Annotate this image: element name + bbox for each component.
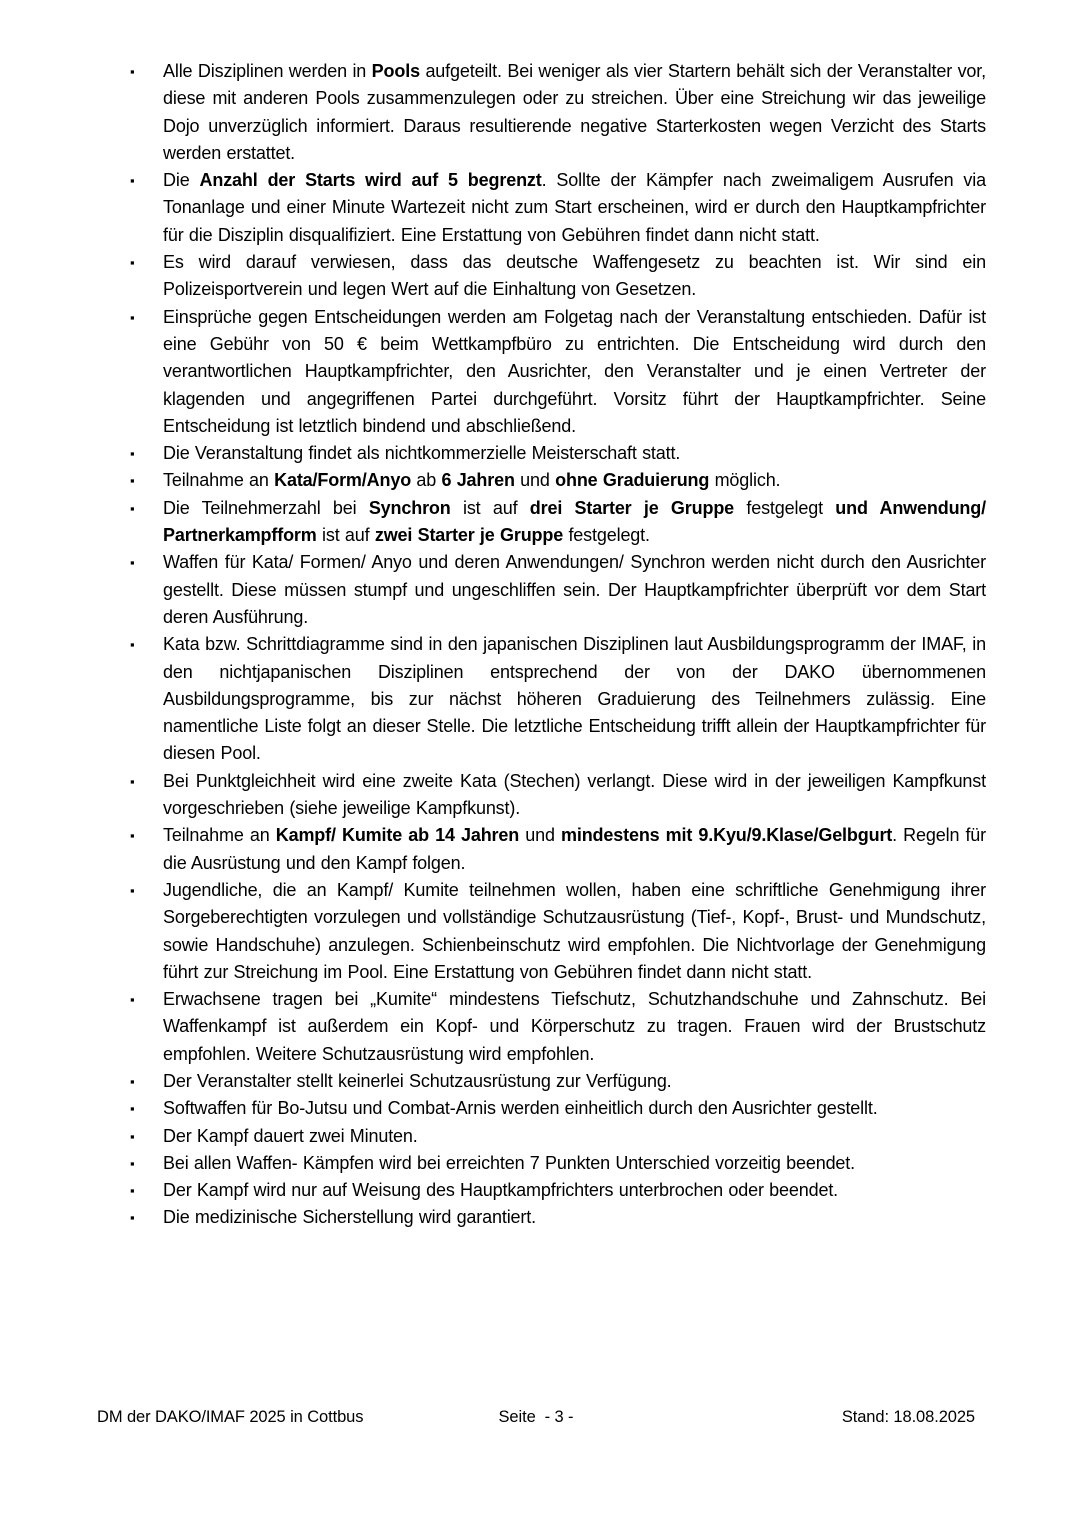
list-item [130, 877, 986, 986]
bullet-icon: ▪ [130, 1101, 135, 1117]
list-item-text: Der Kampf dauert zwei Minuten. [163, 1125, 418, 1146]
bullet-icon: ▪ [130, 828, 135, 844]
list-item [130, 549, 986, 631]
list-item-text: Die Teilnehmerzahl bei Synchron ist auf drei Starter je Gruppe festgelegt und Anwendung/ Partnerkampfform ist auf zwei Starter je Gruppe festgelegt. [163, 497, 986, 546]
list-item [130, 1068, 986, 1095]
list-item-text: Die medizinische Sicherstellung wird garantiert. [163, 1207, 536, 1228]
list-item-text: Der Kampf wird nur auf Weisung des Hauptkampfrichters unterbrochen oder beendet. [163, 1180, 839, 1201]
bullet-icon: ▪ [130, 173, 135, 189]
bullet-icon: ▪ [130, 473, 135, 489]
page-footer [97, 1406, 975, 1428]
list-item [130, 1150, 986, 1177]
bullet-icon: ▪ [130, 1155, 135, 1171]
bullet-icon: ▪ [130, 1210, 135, 1226]
bullet-icon: ▪ [130, 1128, 135, 1144]
bullet-icon: ▪ [130, 1183, 135, 1199]
list-item [130, 768, 986, 823]
list-item [130, 495, 986, 550]
list-item-text: Es wird darauf verwiesen, dass das deutsche Waffengesetz zu beachten ist. Wir sind ein Polizeisportverein und legen Wert auf die Einhaltung von Gesetzen. [163, 252, 986, 300]
list-item-text: Teilnahme an Kampf/ Kumite ab 14 Jahren und mindestens mit 9.Kyu/9.Klase/Gelbgurt. Regeln für die Ausrüstung und den Kampf folgen. [163, 825, 987, 873]
footer-document-title: DM der DAKO/IMAF 2025 in Cottbus [97, 1408, 364, 1426]
list-item-text: Kata bzw. Schrittdiagramme sind in den japanischen Disziplinen laut Ausbildungsprogramm der IMAF, in den nichtjapanischen Disziplinen entsprechend der von der DAKO übernommenen Ausbildungsprogramme, bis zur nächst höheren Graduierung des Teilnehmers zulässig. Eine namentliche Liste folgt an dieser Stelle. Die letztliche Entscheidung trifft allein der Hauptkampfrichter für diesen Pool. [163, 634, 986, 764]
list-item [130, 1204, 986, 1231]
list-item-text: Bei Punktgleichheit wird eine zweite Kata (Stechen) verlangt. Diese wird in der jeweiligen Kampfkunst vorgeschrieben (siehe jeweilige Kampfkunst). [163, 770, 986, 819]
bullet-icon: ▪ [130, 64, 135, 79]
bullet-icon: ▪ [130, 255, 135, 271]
list-item-text: Bei allen Waffen- Kämpfen wird bei erreichten 7 Punkten Unterschied vorzeitig beendet. [163, 1152, 855, 1173]
list-item [130, 1123, 986, 1150]
list-item-text: Die Anzahl der Starts wird auf 5 begrenzt. Sollte der Kämpfer nach zweimaligem Ausrufen via Tonanlage und einer Minute Wartezeit nicht zum Start erscheinen, wird er durch den Hauptkampfrichter für die Disziplin disqualifiziert. Eine Erstattung von Gebühren findet dann nicht statt. [163, 170, 986, 245]
footer-date-stamp: Stand: 18.08.2025 [841, 1408, 975, 1426]
list-item [130, 1095, 986, 1122]
list-item [130, 167, 986, 249]
rules-bullet-list [130, 58, 986, 1232]
list-item [130, 1177, 986, 1204]
bullet-icon: ▪ [130, 992, 135, 1008]
list-item [130, 58, 986, 167]
list-item-text: Softwaffen für Bo-Jutsu und Combat-Arnis werden einheitlich durch den Ausrichter gestellt. [163, 1098, 878, 1119]
list-item-text: Die Veranstaltung findet als nichtkommerzielle Meisterschaft statt. [163, 443, 681, 464]
list-item-text: Erwachsene tragen bei „Kumite“ mindestens Tiefschutz, Schutzhandschuhe und Zahnschutz. Bei Waffenkampf ist außerdem ein Kopf- und Körperschutz zu tragen. Frauen wird der Brustschutz empfohlen. Weitere Schutzausrüstung wird empfohlen. [163, 989, 986, 1064]
bullet-icon: ▪ [130, 882, 135, 898]
list-item [130, 631, 986, 767]
list-item-text: Teilnahme an Kata/Form/Anyo ab 6 Jahren und ohne Graduierung möglich. [163, 470, 781, 491]
footer-page-number: Seite - 3 - [498, 1408, 574, 1426]
list-item [130, 986, 986, 1068]
list-item-text: Der Veranstalter stellt keinerlei Schutzausrüstung zur Verfügung. [163, 1070, 672, 1091]
bullet-icon: ▪ [130, 309, 135, 325]
list-item [130, 249, 986, 304]
list-item [130, 304, 986, 440]
bullet-icon: ▪ [130, 637, 135, 653]
bullet-icon: ▪ [130, 500, 135, 516]
bullet-icon: ▪ [130, 1073, 135, 1089]
list-item [130, 440, 986, 467]
bullet-icon: ▪ [130, 446, 135, 462]
list-item-text: Jugendliche, die an Kampf/ Kumite teilnehmen wollen, haben eine schriftliche Genehmigung ihrer Sorgeberechtigten vorzulegen und vollständige Schutzausrüstung (Tief-, Kopf-, Brust- und Mundschutz, sowie Handschuhe) anzulegen. Schienbeinschutz wird empfohlen. Die Nichtvorlage der Genehmigung führt zur Streichung im Pool. Eine Erstattung von Gebühren findet dann nicht statt. [163, 879, 986, 982]
list-item-text: Alle Disziplinen werden in Pools aufgeteilt. Bei weniger als vier Startern behält sich der Veranstalter vor, diese mit anderen Pools zusammenzulegen oder zu streichen. Über eine Streichung wir das jeweilige Dojo unverzüglich informiert. Daraus resultierende negative Starterkosten wegen Verzicht des Starts werden erstattet. [163, 61, 986, 163]
list-item-text: Waffen für Kata/ Formen/ Anyo und deren Anwendungen/ Synchron werden nicht durch den Ausrichter gestellt. Diese müssen stumpf und ungeschliffen sein. Der Hauptkampfrichter überprüft vor dem Start deren Ausführung. [163, 552, 986, 627]
bullet-icon: ▪ [130, 555, 135, 571]
list-item [130, 822, 986, 877]
list-item-text: Einsprüche gegen Entscheidungen werden am Folgetag nach der Veranstaltung entschieden. Dafür ist eine Gebühr von 50 € beim Wettkampfbüro zu entrichten. Die Entscheidung wird durch den verantwortlichen Hauptkampfrichter, den Ausrichter, den Veranstalter und je einen Vertreter der klagenden und angegriffenen Partei durchgeführt. Vorsitz führt der Hauptkampfrichter. Seine Entscheidung ist letztlich bindend und abschließend. [163, 306, 986, 436]
list-item [130, 467, 986, 494]
bullet-icon: ▪ [130, 773, 135, 789]
